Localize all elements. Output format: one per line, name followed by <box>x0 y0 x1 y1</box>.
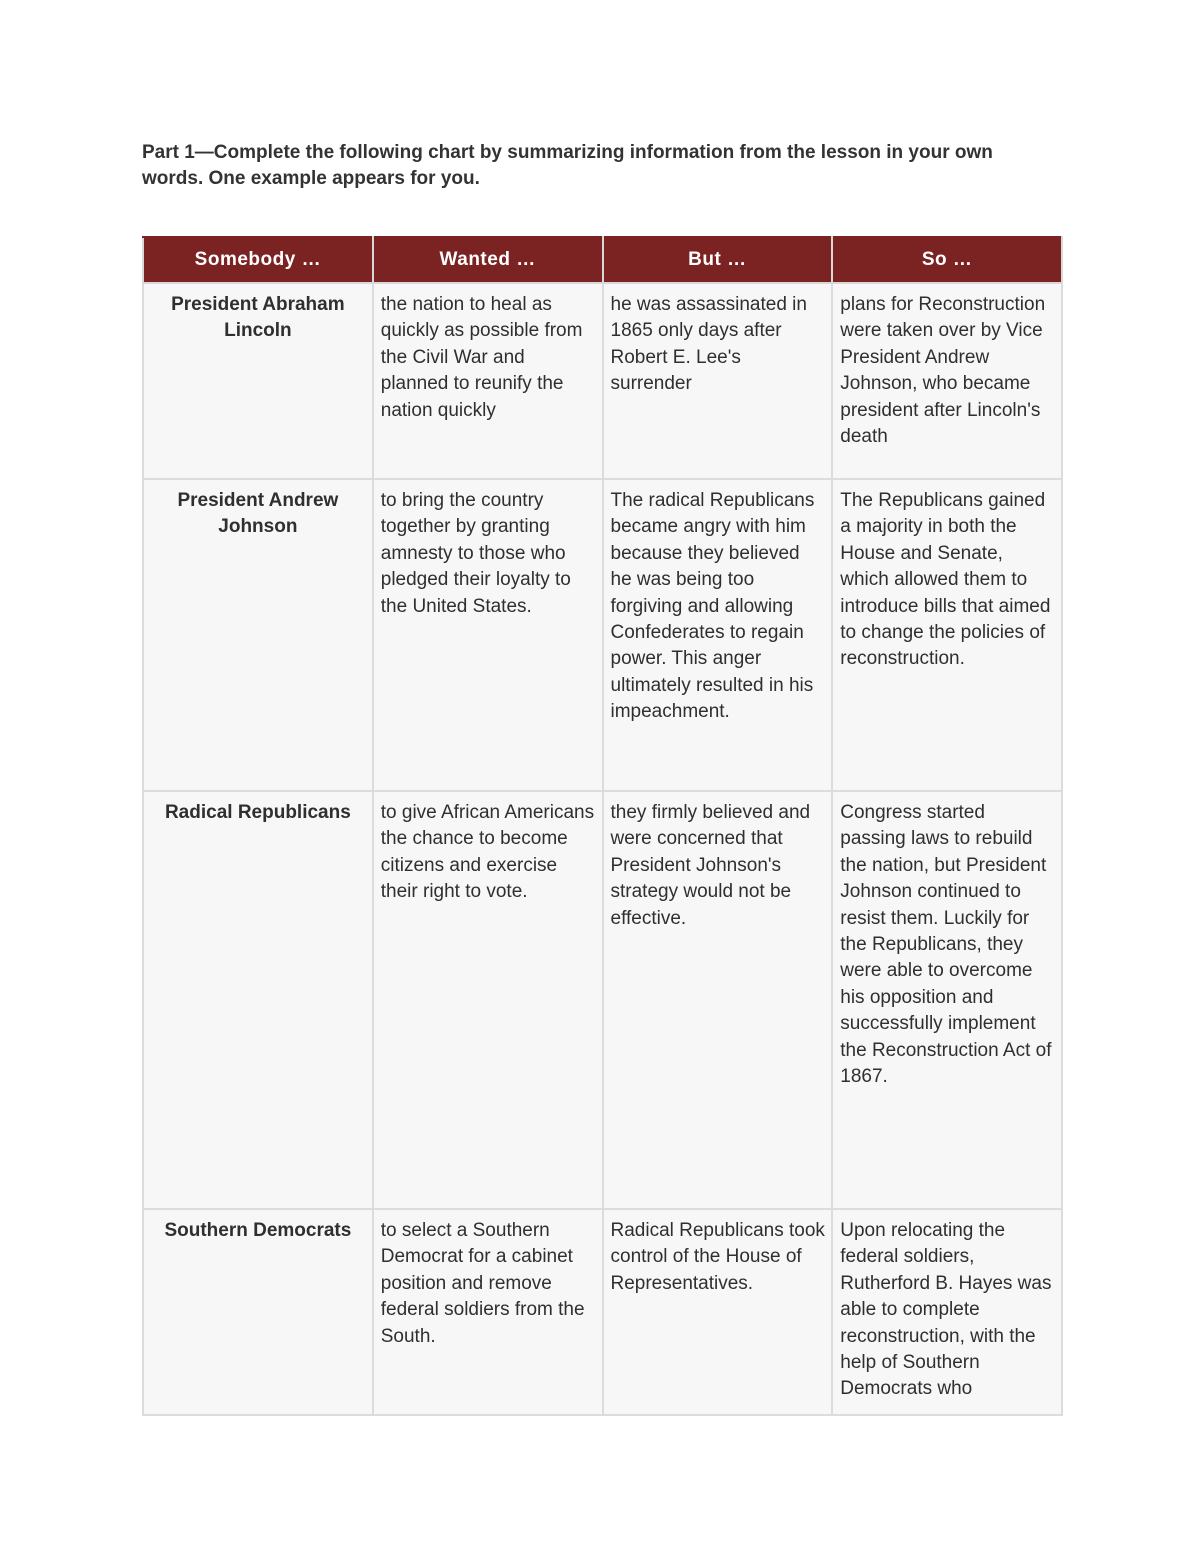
cell-but: The radical Republicans became angry with him because they believed he was being too forgiving and allowing Confederates to regain power. This anger ultimately resulted in his impeachment. <box>603 479 833 791</box>
cell-somebody: President Abraham Lincoln <box>143 283 373 479</box>
cell-wanted: to give African Americans the chance to become citizens and exercise their right to vote. <box>373 791 603 1209</box>
header-somebody: Somebody … <box>143 237 373 283</box>
header-so: So … <box>832 237 1062 283</box>
cell-but: Radical Republicans took control of the House of Representatives. <box>603 1209 833 1415</box>
cell-so: Congress started passing laws to rebuild the nation, but President Johnson continued to resist them. Luckily for the Republicans, they were able to overcome his opposition and successfully implement the Reconstruction Act of 1867. <box>832 791 1062 1209</box>
cell-so: Upon relocating the federal soldiers, Rutherford B. Hayes was able to complete reconstruction, with the help of Southern Democrats who <box>832 1209 1062 1415</box>
header-wanted: Wanted … <box>373 237 603 283</box>
cell-so: plans for Reconstruction were taken over by Vice President Andrew Johnson, who became president after Lincoln's death <box>832 283 1062 479</box>
cell-somebody: President Andrew Johnson <box>143 479 373 791</box>
cell-wanted: to bring the country together by granting amnesty to those who pledged their loyalty to the United States. <box>373 479 603 791</box>
header-row <box>143 237 1062 283</box>
cell-but: he was assassinated in 1865 only days after Robert E. Lee's surrender <box>603 283 833 479</box>
cell-somebody: Radical Republicans <box>143 791 373 1209</box>
cell-wanted: the nation to heal as quickly as possible from the Civil War and planned to reunify the nation quickly <box>373 283 603 479</box>
table-row <box>143 1209 1062 1415</box>
table-row <box>143 283 1062 479</box>
instructions-heading: Part 1—Complete the following chart by summarizing information from the lesson in your own words. One example appears for you. <box>142 142 993 189</box>
cell-wanted: to select a Southern Democrat for a cabinet position and remove federal soldiers from the South. <box>373 1209 603 1415</box>
cell-somebody: Southern Democrats <box>143 1209 373 1415</box>
cell-but: they firmly believed and were concerned that President Johnson's strategy would not be effective. <box>603 791 833 1209</box>
summary-chart <box>142 236 1063 1416</box>
cell-so: The Republicans gained a majority in both the House and Senate, which allowed them to introduce bills that aimed to change the policies of reconstruction. <box>832 479 1062 791</box>
header-but: But … <box>603 237 833 283</box>
table-row <box>143 479 1062 791</box>
table-row <box>143 791 1062 1209</box>
